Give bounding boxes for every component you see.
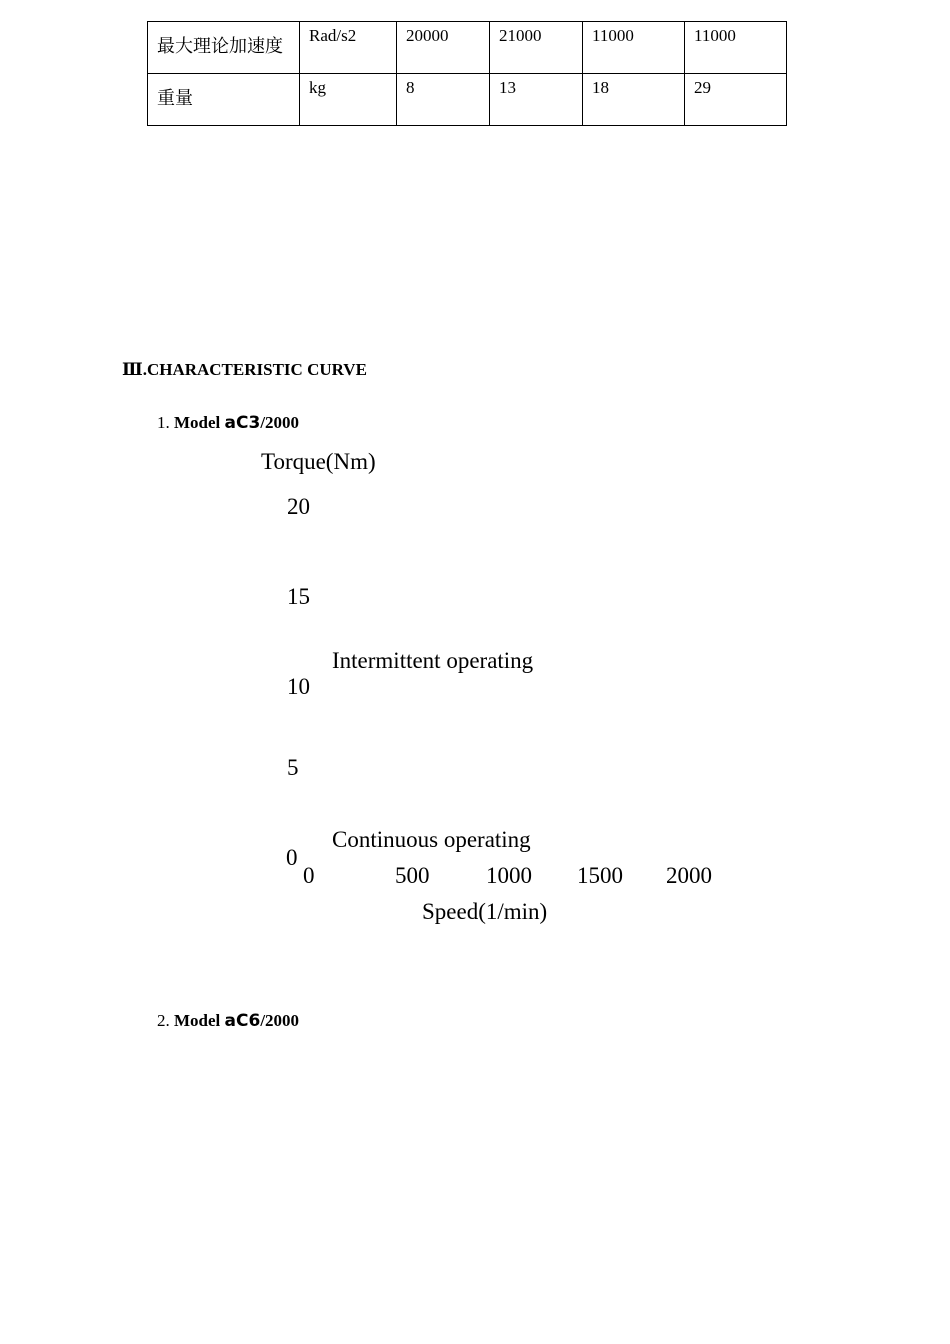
model-1-suffix: /2000 bbox=[260, 413, 300, 432]
model-1-number: 1. bbox=[157, 413, 170, 432]
x-tick-label: 0 bbox=[303, 863, 315, 888]
annotation-intermittent: Intermittent operating bbox=[332, 648, 534, 673]
model-1-prefix: Model bbox=[174, 413, 225, 432]
annotation-continuous: Continuous operating bbox=[332, 827, 531, 852]
x-tick-label: 2000 bbox=[666, 863, 712, 888]
model-1-code: aC3 bbox=[224, 413, 261, 433]
spec-table bbox=[147, 21, 787, 126]
x-tick-label: 500 bbox=[395, 863, 430, 888]
y-tick-label: 0 bbox=[286, 845, 298, 870]
table-row bbox=[148, 22, 787, 74]
table-cell: 29 bbox=[685, 74, 787, 126]
row-unit: kg bbox=[300, 74, 397, 126]
row-unit: Rad/s2 bbox=[300, 22, 397, 74]
table-row bbox=[148, 74, 787, 126]
row-label-weight: 重量 bbox=[148, 74, 300, 126]
model-2-prefix: Model bbox=[174, 1011, 225, 1030]
table-cell: 18 bbox=[583, 74, 685, 126]
model-1-heading bbox=[157, 413, 299, 433]
model-2-code: aC6 bbox=[224, 1011, 261, 1031]
y-tick-label: 20 bbox=[287, 494, 310, 519]
table-cell: 13 bbox=[490, 74, 583, 126]
table-cell: 21000 bbox=[490, 22, 583, 74]
y-tick-label: 5 bbox=[287, 755, 299, 780]
section-heading: Ⅲ.CHARACTERISTIC CURVE bbox=[122, 360, 367, 379]
y-tick-label: 10 bbox=[287, 674, 310, 699]
row-label-max-acceleration: 最大理论加速度 bbox=[148, 22, 300, 74]
x-tick-label: 1000 bbox=[486, 863, 532, 888]
table-cell: 11000 bbox=[685, 22, 787, 74]
x-tick-label: 1500 bbox=[577, 863, 623, 888]
table-cell: 8 bbox=[397, 74, 490, 126]
x-axis-label: Speed(1/min) bbox=[422, 899, 548, 924]
y-axis-label: Torque(Nm) bbox=[261, 449, 376, 474]
model-2-suffix: /2000 bbox=[260, 1011, 300, 1030]
table-right-rule bbox=[786, 21, 787, 126]
table-cell: 20000 bbox=[397, 22, 490, 74]
model-2-number: 2. bbox=[157, 1011, 170, 1030]
table-cell: 11000 bbox=[583, 22, 685, 74]
model-2-heading bbox=[157, 1011, 299, 1031]
y-tick-label: 15 bbox=[287, 584, 310, 609]
